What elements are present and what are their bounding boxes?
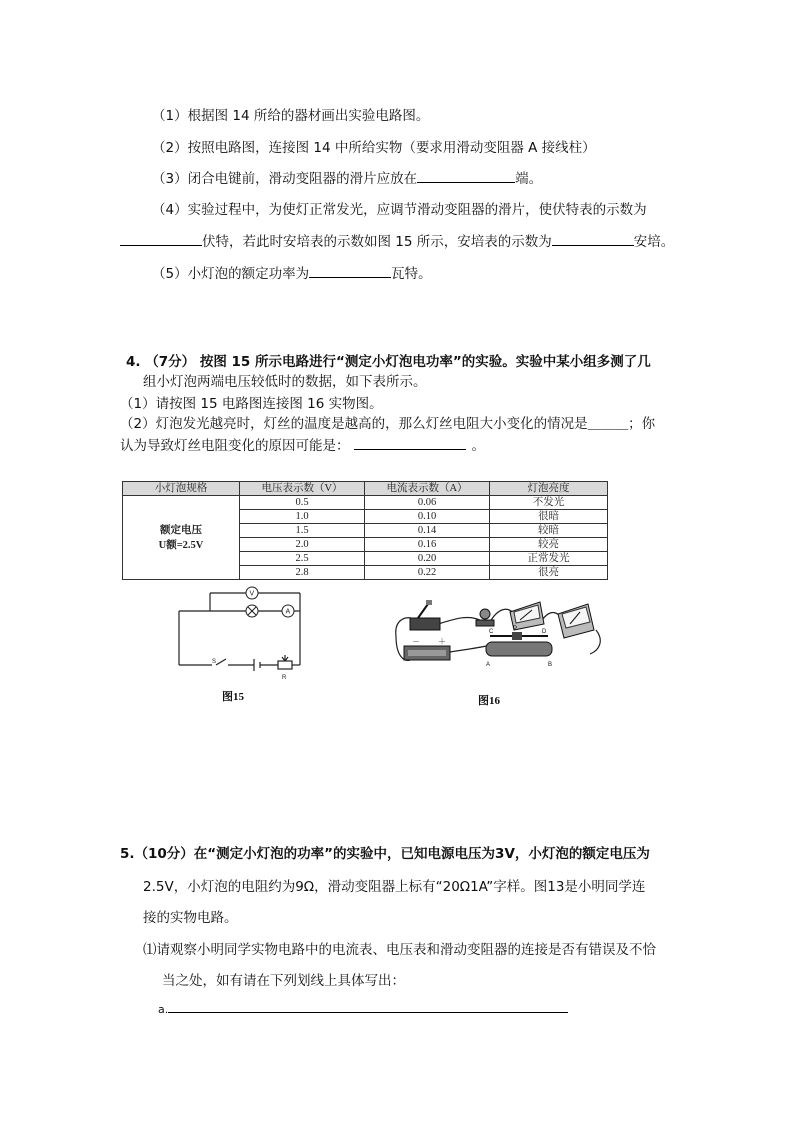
figure-caption-15: 图15	[222, 691, 244, 703]
q5-line-5: 当之处，如有请在下列划线上具体写出：	[162, 973, 405, 989]
q3-item-2: （2）按照电路图，连接图 14 中所给实物（要求用滑动变阻器 A 接线柱）	[152, 140, 596, 156]
brightness-cell: 正常发光	[490, 552, 608, 566]
brightness-cell: 较暗	[490, 524, 608, 538]
battery-plus-label: ＋	[438, 637, 446, 646]
voltmeter-label: V	[249, 590, 255, 598]
terminal-a-label: A	[486, 662, 491, 668]
answer-blank[interactable]	[309, 263, 391, 278]
q3-item-5-post: 瓦特。	[391, 266, 432, 282]
q3-item-5	[152, 262, 432, 282]
q5-line-1: 5.（10分）在“测定小灯泡的功率”的实验中，已知电源电压为3V，小灯泡的额定电压为	[120, 846, 650, 862]
resistor-label: R	[282, 675, 287, 681]
q4-line-5-pre: 认为导致灯丝电阻变化的原因可能是：	[120, 438, 350, 454]
voltage-cell: 1.5	[240, 524, 365, 538]
circuit-diagram-fig15	[172, 585, 322, 683]
q3-item-3	[152, 167, 542, 187]
q5-line-2: 2.5V，小灯泡的电阻约为9Ω，滑动变阻器上标有“20Ω1A”字样。图13是小明同学连	[143, 879, 646, 895]
voltage-cell: 2.0	[240, 538, 365, 552]
brightness-cell: 不发光	[490, 496, 608, 510]
spec-line-1: 额定电压	[160, 524, 202, 536]
rheostat-icon	[486, 632, 552, 656]
q4-line-2: 组小灯泡两端电压较低时的数据，如下表所示。	[143, 374, 427, 390]
brightness-cell: 很亮	[490, 566, 608, 580]
q3-item-4-end: 安培。	[633, 234, 675, 250]
table-header: 电压表示数（V）	[240, 482, 365, 496]
brightness-cell: 很暗	[490, 510, 608, 524]
current-cell: 0.20	[365, 552, 490, 566]
answer-blank[interactable]	[417, 168, 515, 183]
table-header: 小灯泡规格	[123, 482, 240, 496]
answer-a-label: a.	[158, 1003, 169, 1016]
q3-item-3-post: 端。	[515, 171, 543, 187]
q3-item-4-line2	[120, 230, 674, 250]
lamp-holder-icon	[476, 609, 494, 626]
data-table	[122, 481, 608, 580]
q3-item-3-pre: （3）闭合电键前，滑动变阻器的滑片应放在	[152, 171, 418, 187]
q5-line-3: 接的实物电路。	[143, 910, 238, 926]
q3-item-1: （1）根据图 14 所给的器材画出实验电路图。	[152, 108, 430, 124]
current-cell: 0.16	[365, 538, 490, 552]
current-cell: 0.22	[365, 566, 490, 580]
ammeter-device-icon	[558, 604, 594, 638]
ammeter-label: A	[285, 608, 291, 616]
switch-icon	[410, 600, 440, 630]
q4-line-4: （2）灯泡发光越亮时，灯丝的温度是越高的，那么灯丝电阻大小变化的情况是＿＿＿；你	[120, 416, 656, 432]
terminal-d-label: D	[542, 629, 547, 635]
spec-cell	[123, 496, 240, 580]
q3-item-4-line1: （4）实验过程中，为使灯正常发光，应调节滑动变阻器的滑片，使伏特表的示数为	[152, 202, 647, 218]
terminal-p-label: P	[513, 626, 518, 632]
q4-line-3: （1）请按图 15 电路图连接图 16 实物图。	[120, 396, 383, 412]
battery-minus-label: －	[412, 637, 420, 646]
switch-label: S	[212, 659, 217, 665]
current-cell: 0.06	[365, 496, 490, 510]
table-header-row	[123, 482, 608, 496]
table-header: 灯泡亮度	[490, 482, 608, 496]
table-row	[123, 496, 608, 510]
table-header: 电流表示数（A）	[365, 482, 490, 496]
brightness-cell: 较亮	[490, 538, 608, 552]
spec-line-2: U额=2.5V	[158, 539, 204, 551]
voltage-cell: 1.0	[240, 510, 365, 524]
q4-line-1: 4. （7分） 按图 15 所示电路进行“测定小灯泡电功率”的实验。实验中某小组多测了几	[126, 354, 651, 370]
figure-caption-16: 图16	[478, 695, 500, 707]
terminal-b-label: B	[548, 662, 553, 668]
q5-answer-a	[158, 1001, 568, 1016]
voltage-cell: 0.5	[240, 496, 365, 510]
q3-item-5-pre: （5）小灯泡的额定功率为	[152, 266, 310, 282]
voltage-cell: 2.8	[240, 566, 365, 580]
answer-blank[interactable]	[168, 1001, 568, 1013]
terminal-c-label: C	[489, 629, 494, 635]
q5-line-4: ⑴请观察小明同学实物电路中的电流表、电压表和滑动变阻器的连接是否有错误及不恰	[143, 942, 656, 958]
apparatus-fig16	[390, 590, 608, 682]
q4-line-5-post: 。	[471, 438, 485, 454]
answer-blank[interactable]	[120, 231, 202, 246]
voltage-cell: 2.5	[240, 552, 365, 566]
answer-blank[interactable]	[552, 231, 634, 246]
battery-icon	[404, 646, 450, 660]
q4-line-5	[120, 434, 485, 454]
current-cell: 0.14	[365, 524, 490, 538]
answer-blank[interactable]	[354, 435, 466, 450]
q3-item-4-mid: 伏特，若此时安培表的示数如图 15 所示，安培表的示数为	[202, 234, 552, 250]
current-cell: 0.10	[365, 510, 490, 524]
